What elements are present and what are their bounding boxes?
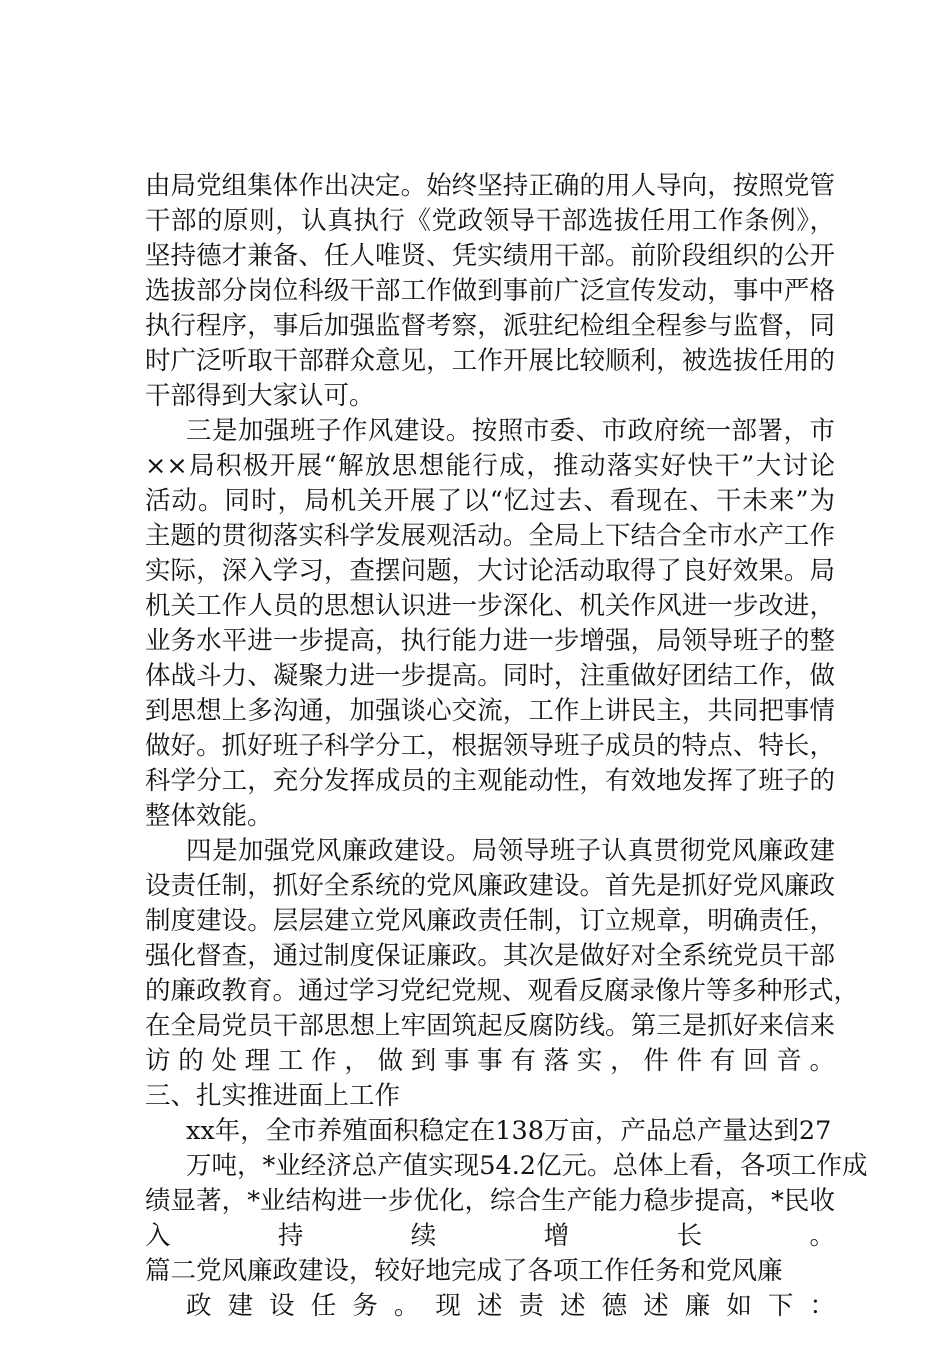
text-line: 整体效能。 xyxy=(145,801,273,831)
text-line: 入持续增长。 xyxy=(145,1221,835,1251)
text-line: 到思想上多沟通，加强谈心交流，工作上讲民主，共同把事情 xyxy=(145,696,835,726)
paragraph-start-line: 三是加强班子作风建设。按照市委、市政府统一部署，市 xyxy=(186,416,835,446)
text-line: 业务水平进一步提高，执行能力进一步增强，局领导班子的整 xyxy=(145,626,835,656)
paragraph-start-line: 四是加强党风廉政建设。局领导班子认真贯彻党风廉政建 xyxy=(186,836,835,866)
text-line: 干部得到大家认可。 xyxy=(145,381,375,411)
text-line: 的廉政教育。通过学习党纪党规、观看反腐录像片等多种形式， xyxy=(145,976,860,1006)
paragraph-start-line: 政建设任务。现述责述德述廉如下： xyxy=(186,1291,835,1321)
text-line: 由局党组集体作出决定。始终坚持正确的用人导向，按照党管 xyxy=(145,171,835,201)
text-line: 绩显著，*业结构进一步优化，综合生产能力稳步提高，*民收 xyxy=(145,1186,835,1216)
text-line: 主题的贯彻落实科学发展观活动。全局上下结合全市水产工作 xyxy=(145,521,835,551)
paragraph-start-line: 万吨，*业经济总产值实现54.2亿元。总体上看，各项工作成 xyxy=(186,1151,868,1181)
text-line xyxy=(145,1323,835,1359)
text-line: 篇二党风廉政建设，较好地完成了各项工作任务和党风廉 xyxy=(145,1256,783,1286)
text-line: 做好。抓好班子科学分工，根据领导班子成员的特点、特长， xyxy=(145,731,835,761)
text-line: 活动。同时，局机关开展了以“忆过去、看现在、干未来”为 xyxy=(145,486,835,516)
text-line: 干部的原则，认真执行《党政领导干部选拔任用工作条例》， xyxy=(145,206,835,236)
text-line: 三、扎实推进面上工作 xyxy=(145,1081,401,1111)
text-line: 体战斗力、凝聚力进一步提高。同时，注重做好团结工作，做 xyxy=(145,661,835,691)
text-line: ××局积极开展“解放思想能行成，推动落实好快干”大讨论 xyxy=(145,451,835,481)
text-line: 制度建设。层层建立党风廉政责任制，订立规章，明确责任， xyxy=(145,906,835,936)
text-line: 科学分工，充分发挥成员的主观能动性，有效地发挥了班子的 xyxy=(145,766,835,796)
text-line: 机关工作人员的思想认识进一步深化、机关作风进一步改进， xyxy=(145,591,835,621)
text-line: 访的处理工作，做到事事有落实，件件有回音。 xyxy=(145,1046,835,1076)
text-line: 在全局党员干部思想上牢固筑起反腐防线。第三是抓好来信来 xyxy=(145,1011,835,1041)
text-line: 时广泛听取干部群众意见，工作开展比较顺利，被选拔任用的 xyxy=(145,346,835,376)
text-line: 执行程序，事后加强监督考察，派驻纪检组全程参与监督，同 xyxy=(145,311,835,341)
text-line: 坚持德才兼备、任人唯贤、凭实绩用干部。前阶段组织的公开 xyxy=(145,241,835,271)
text-line: 实际，深入学习，查摆问题，大讨论活动取得了良好效果。局 xyxy=(145,556,835,586)
text-line: 强化督查，通过制度保证廉政。其次是做好对全系统党员干部 xyxy=(145,941,835,971)
section-heading: xx年，全市养殖面积稳定在138万亩，产品总产量达到27 xyxy=(186,1116,832,1146)
text-line: 设责任制，抓好全系统的党风廉政建设。首先是抓好党风廉政 xyxy=(145,871,835,901)
text-line: 选拔部分岗位科级干部工作做到事前广泛宣传发动，事中严格 xyxy=(145,276,835,306)
